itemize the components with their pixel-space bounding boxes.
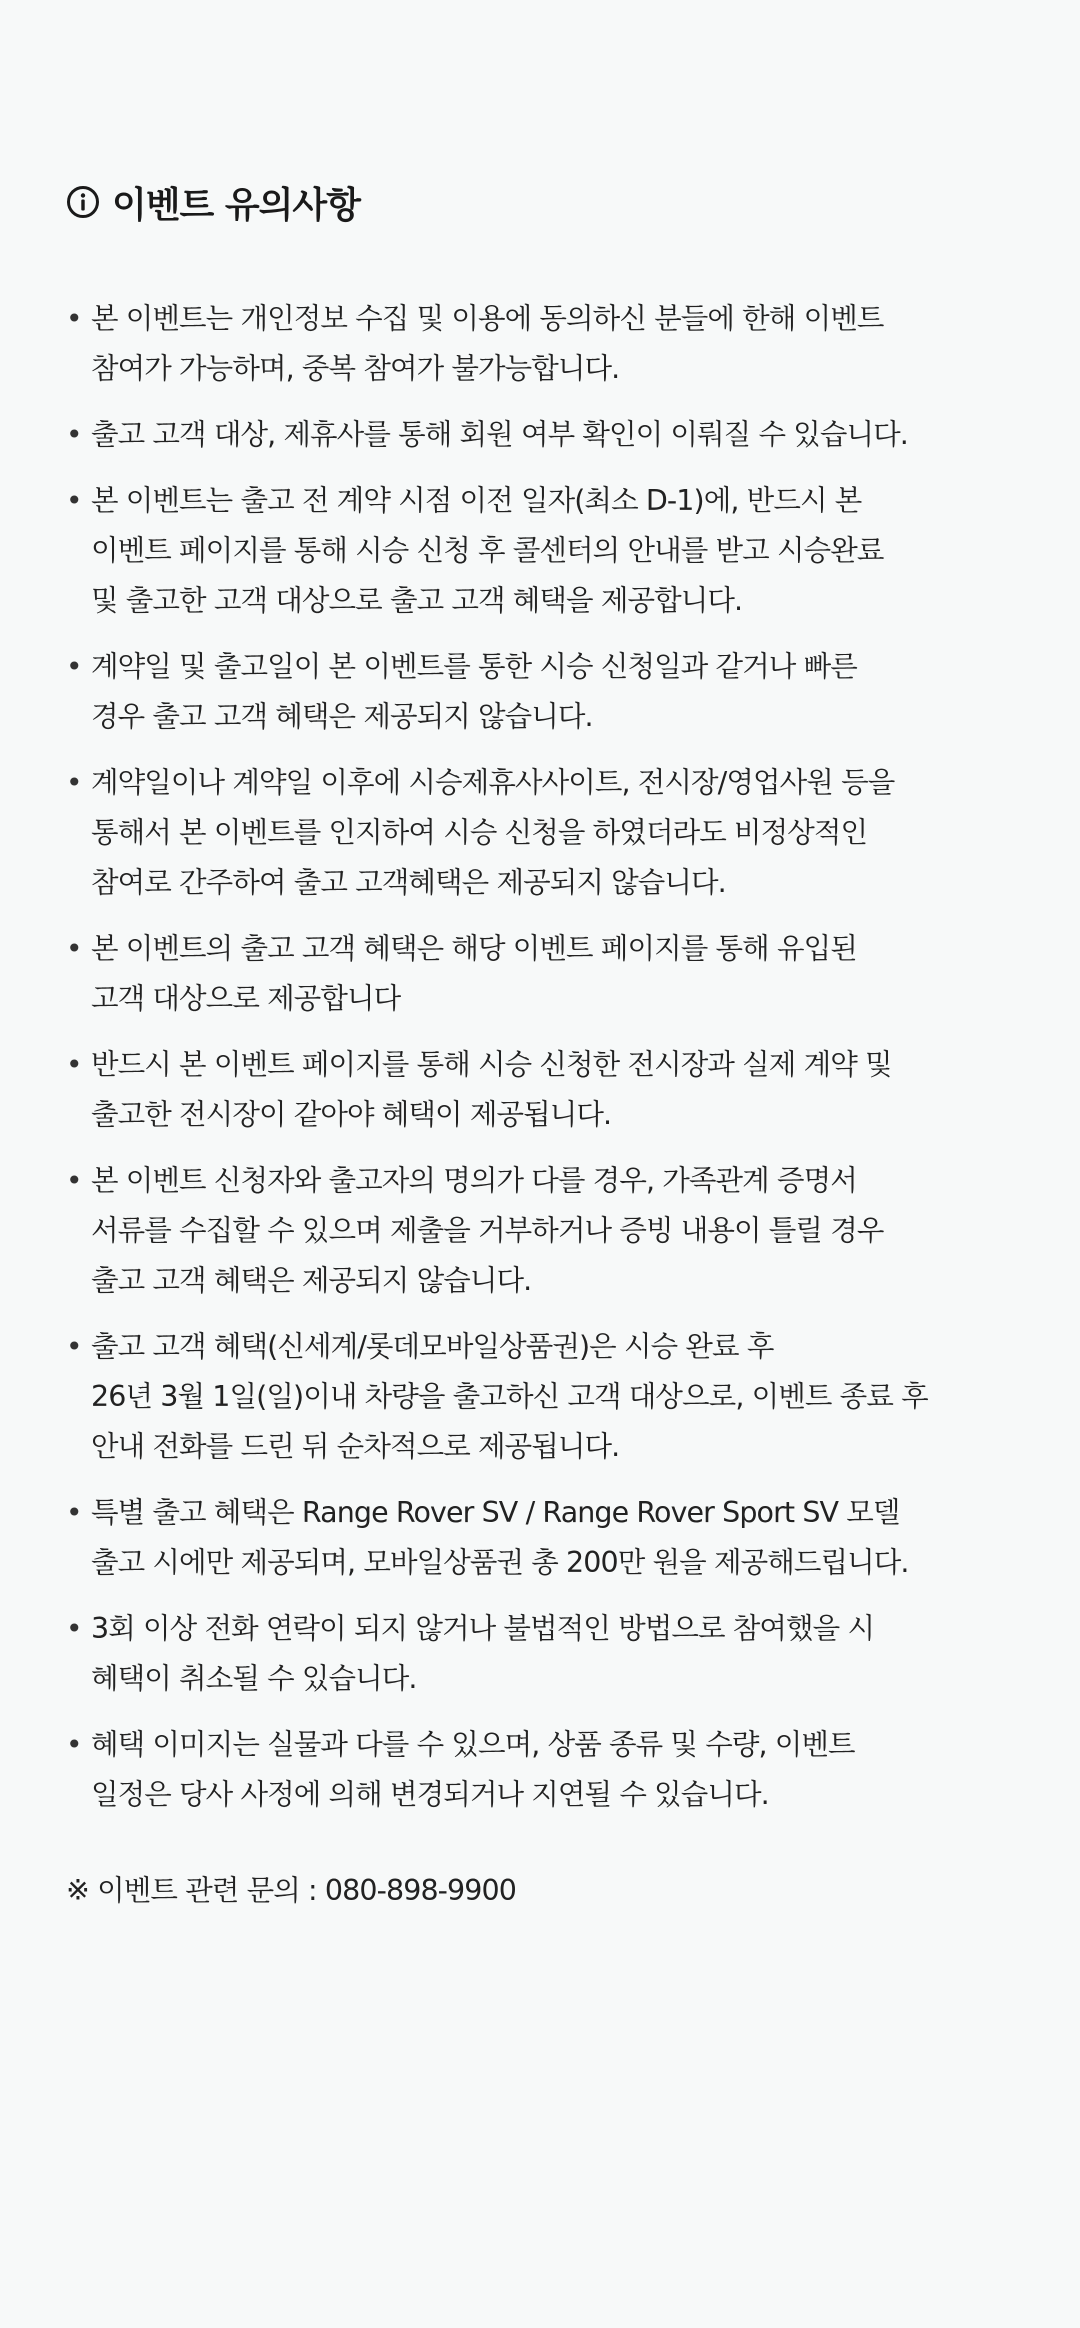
info-circle-icon: [66, 185, 100, 219]
notice-text-line: 혜택 이미지는 실물과 다를 수 있으며, 상품 종류 및 수량, 이벤트: [91, 1728, 855, 1761]
bullet-dot: •: [66, 932, 82, 965]
notice-item: [66, 1156, 1006, 1306]
notice-item: [66, 1322, 1006, 1472]
notice-text-line: 출고 고객 혜택(신세계/롯데모바일상품권)은 시승 완료 후: [91, 1330, 774, 1363]
notice-text-line: 서류를 수집할 수 있으며 제출을 거부하거나 증빙 내용이 틀릴 경우: [91, 1214, 884, 1247]
notice-text-line: 26년 3월 1일(일)이내 차량을 출고하신 고객 대상으로, 이벤트 종료 후: [91, 1380, 928, 1413]
bullet-dot: •: [66, 650, 82, 683]
contact-info: ※ 이벤트 관련 문의 : 080-898-9900: [66, 1874, 516, 1907]
bullet-dot: •: [66, 1612, 82, 1645]
notice-text-line: 참여가 가능하며, 중복 참여가 불가능합니다.: [91, 352, 620, 385]
bullet-dot: •: [66, 1330, 82, 1363]
notice-item: [66, 1604, 1006, 1704]
bullet-dot: •: [66, 1164, 82, 1197]
notice-text-line: 일정은 당사 사정에 의해 변경되거나 지연될 수 있습니다.: [91, 1778, 769, 1811]
bullet-dot: •: [66, 484, 82, 517]
notice-text-line: 계약일이나 계약일 이후에 시승제휴사사이트, 전시장/영업사원 등을: [91, 766, 895, 799]
notice-item: [66, 1488, 1006, 1588]
notice-item: [66, 1720, 1006, 1820]
notice-text-line: 본 이벤트는 출고 전 계약 시점 이전 일자(최소 D-1)에, 반드시 본: [91, 484, 862, 517]
notice-text-line: 및 출고한 고객 대상으로 출고 고객 혜택을 제공합니다.: [91, 584, 743, 617]
notice-item: [66, 1040, 1006, 1140]
notice-text-line: 출고 고객 혜택은 제공되지 않습니다.: [91, 1264, 532, 1297]
notice-text-line: 본 이벤트는 개인정보 수집 및 이용에 동의하신 분들에 한해 이벤트: [91, 302, 884, 335]
bullet-dot: •: [66, 766, 82, 799]
bullet-dot: •: [66, 1048, 82, 1081]
notice-header: [66, 172, 1006, 232]
bullet-dot: •: [66, 1496, 82, 1529]
event-notice-section: [66, 172, 1006, 1836]
notice-text-line: 고객 대상으로 제공합니다: [91, 982, 401, 1015]
notice-text-line: 출고한 전시장이 같아야 혜택이 제공됩니다.: [91, 1098, 612, 1131]
notice-item: [66, 410, 1006, 460]
notice-text-line: 통해서 본 이벤트를 인지하여 시승 신청을 하였더라도 비정상적인: [91, 816, 868, 849]
notice-title: 이벤트 유의사항: [112, 184, 360, 226]
notice-text-line: 출고 시에만 제공되며, 모바일상품권 총 200만 원을 제공해드립니다.: [91, 1546, 909, 1579]
notice-item: [66, 924, 1006, 1024]
notice-text-line: 특별 출고 혜택은 Range Rover SV / Range Rover Sport SV 모델: [91, 1496, 900, 1529]
notice-list: [66, 294, 1006, 1820]
notice-text-line: 안내 전화를 드린 뒤 순차적으로 제공됩니다.: [91, 1430, 620, 1463]
bullet-dot: •: [66, 418, 82, 451]
notice-item: [66, 758, 1006, 908]
notice-text-line: 본 이벤트의 출고 고객 혜택은 해당 이벤트 페이지를 통해 유입된: [91, 932, 857, 965]
bullet-dot: •: [66, 1728, 82, 1761]
notice-item: [66, 294, 1006, 394]
notice-text-line: 본 이벤트 신청자와 출고자의 명의가 다를 경우, 가족관계 증명서: [91, 1164, 857, 1197]
notice-text-line: 반드시 본 이벤트 페이지를 통해 시승 신청한 전시장과 실제 계약 및: [91, 1048, 892, 1081]
notice-text-line: 3회 이상 전화 연락이 되지 않거나 불법적인 방법으로 참여했을 시: [91, 1612, 875, 1645]
notice-text-line: 계약일 및 출고일이 본 이벤트를 통한 시승 신청일과 같거나 빠른: [91, 650, 857, 683]
notice-text-line: 경우 출고 고객 혜택은 제공되지 않습니다.: [91, 700, 593, 733]
notice-text-line: 이벤트 페이지를 통해 시승 신청 후 콜센터의 안내를 받고 시승완료: [91, 534, 884, 567]
notice-item: [66, 642, 1006, 742]
notice-text-line: 혜택이 취소될 수 있습니다.: [91, 1662, 417, 1695]
notice-text-line: 출고 고객 대상, 제휴사를 통해 회원 여부 확인이 이뤄질 수 있습니다.: [91, 418, 908, 451]
bullet-dot: •: [66, 302, 82, 335]
notice-text-line: 참여로 간주하여 출고 고객혜택은 제공되지 않습니다.: [91, 866, 726, 899]
notice-item: [66, 476, 1006, 626]
